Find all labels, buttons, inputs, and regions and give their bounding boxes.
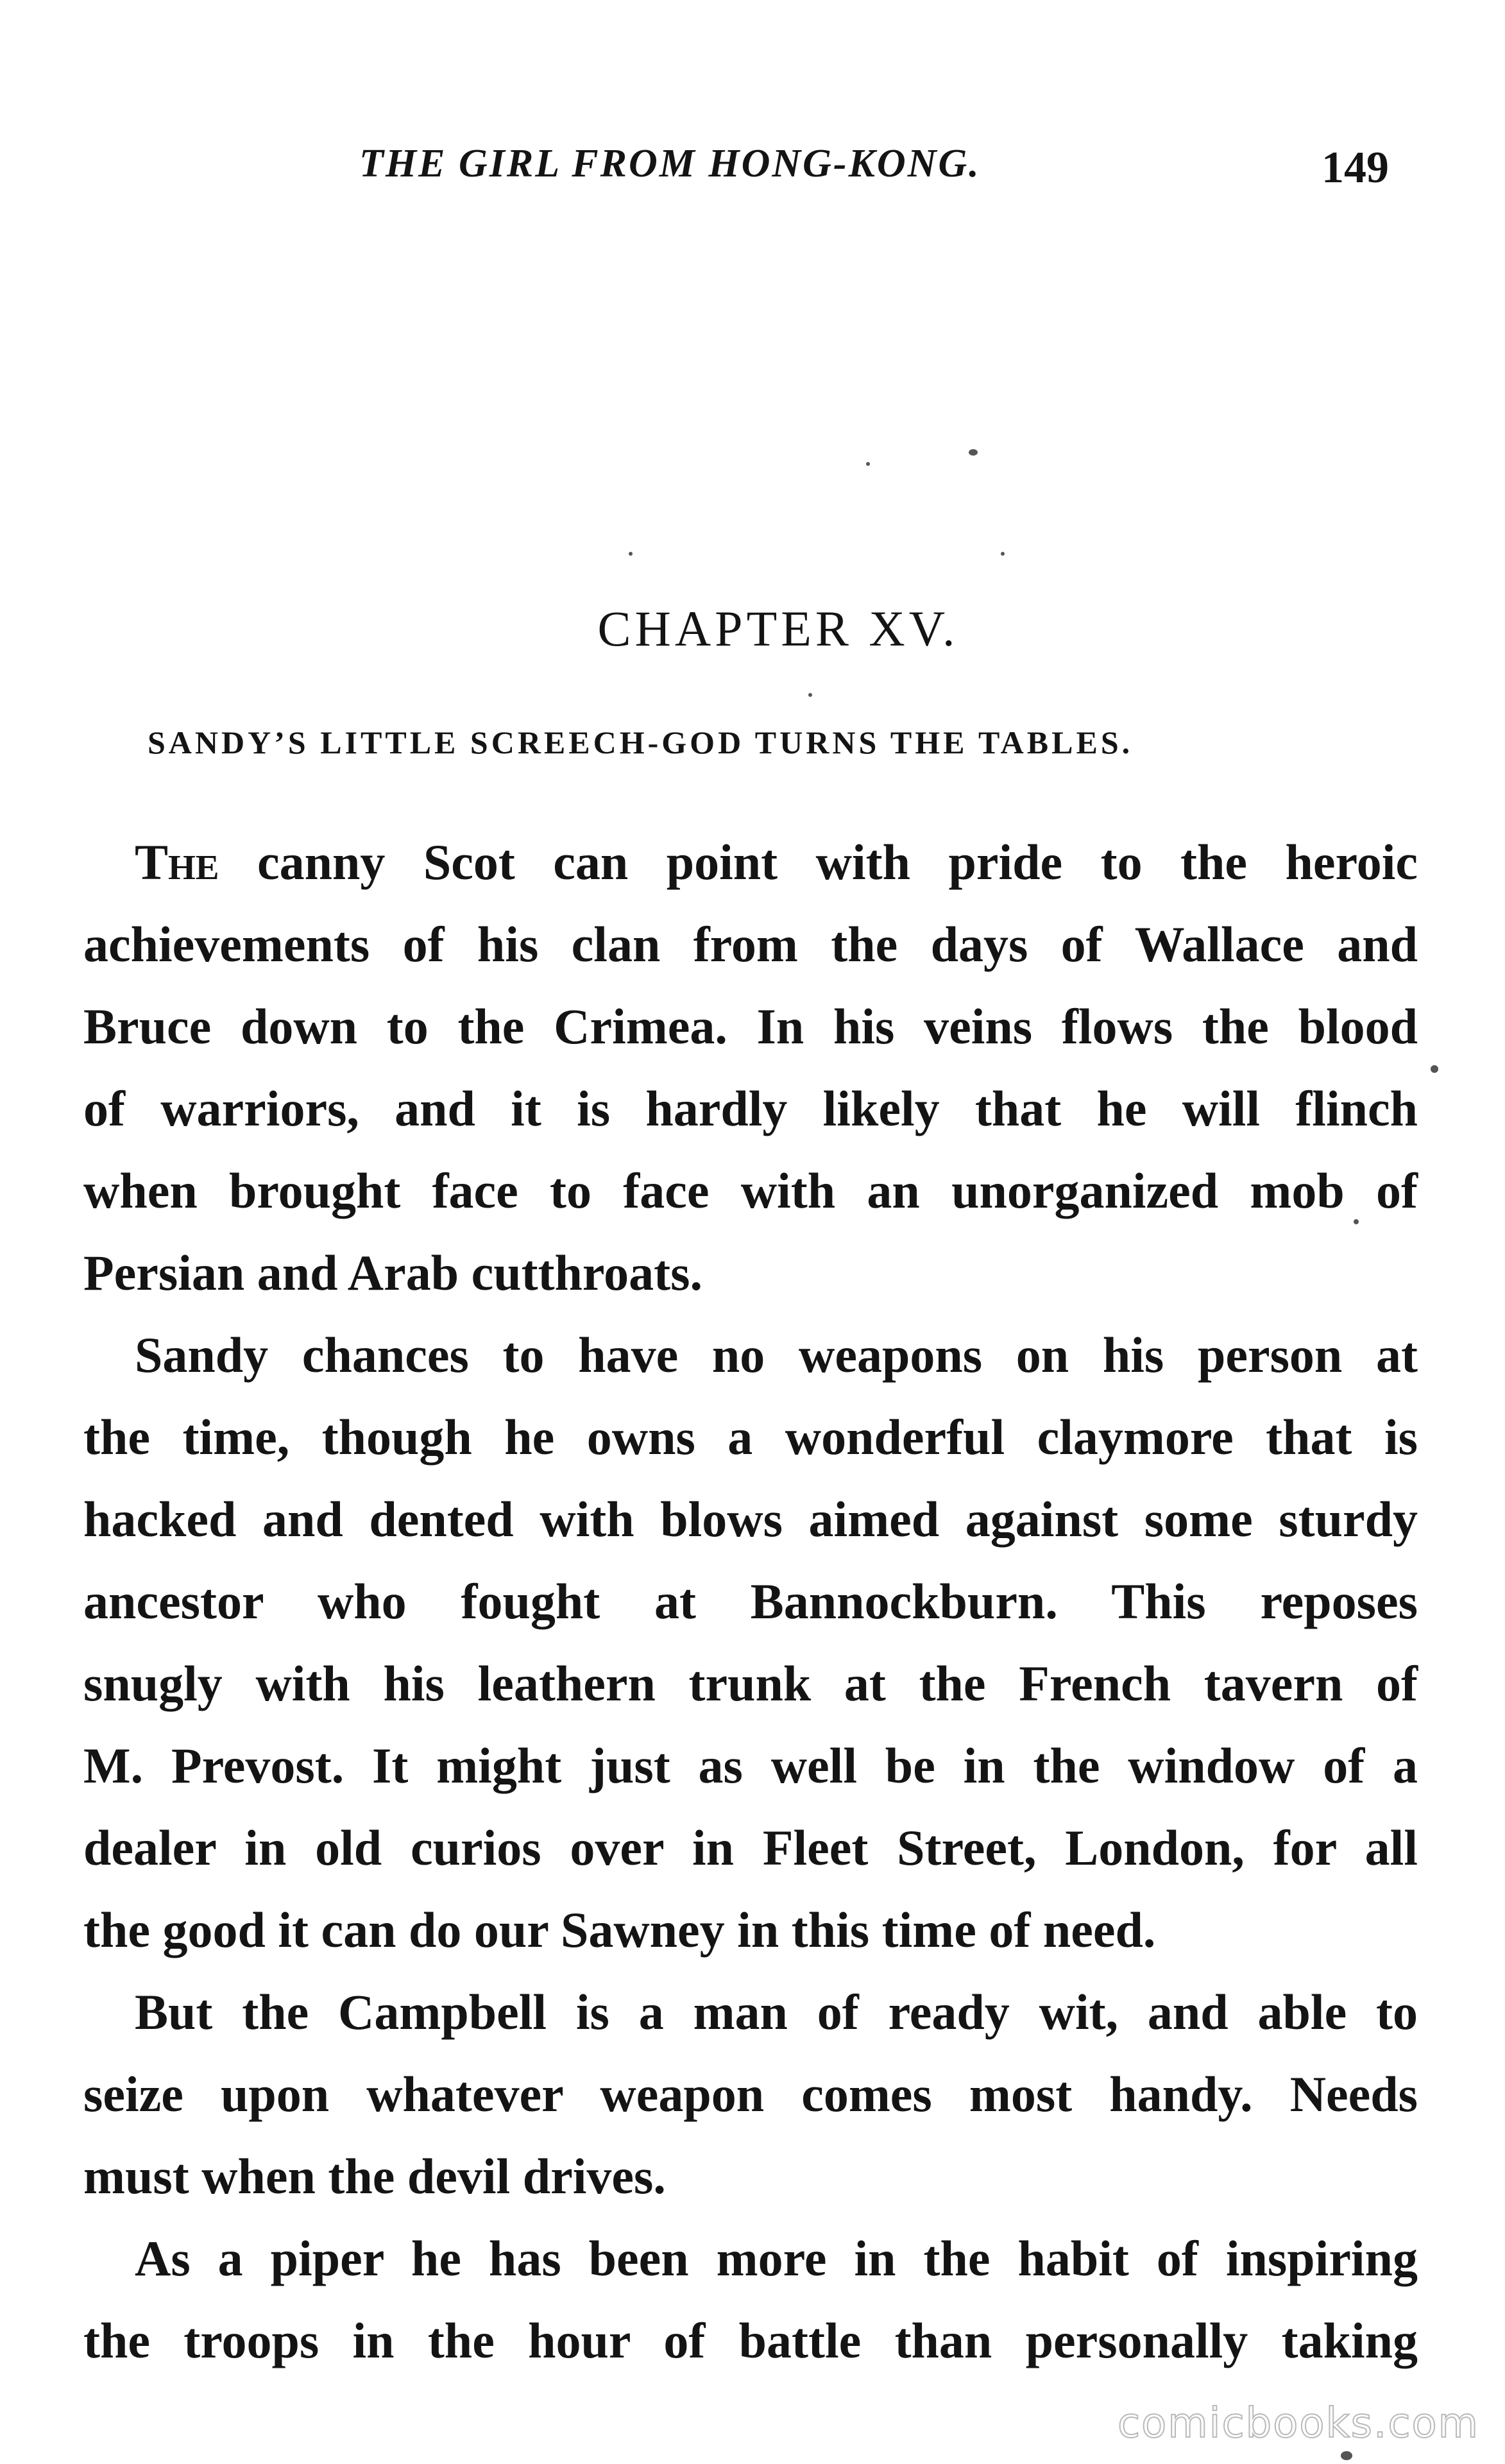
scan-speck [629, 552, 633, 556]
text-line: the time, though he owns a wonderful claymore that is [83, 1409, 1418, 1465]
running-title: THE GIRL FROM HONG-KONG. [359, 142, 981, 185]
text-line: hacked and dented with blows aimed against some sturdy [83, 1491, 1418, 1547]
body-text [83, 821, 1418, 2382]
watermark: comicbooks.com [1117, 2400, 1479, 2447]
paragraph-lead-word: The [135, 834, 219, 890]
scan-speck [808, 693, 812, 697]
text-line: the good it can do our Sawney in this time of need. [83, 1902, 1156, 1958]
scan-speck [969, 449, 978, 456]
text-line: achievements of his clan from the days of Wallace and [83, 916, 1418, 972]
text-line: seize upon whatever weapon comes most handy. Needs [83, 2066, 1418, 2122]
text-line: M. Prevost. It might just as well be in the window of a [83, 1738, 1418, 1793]
chapter-subtitle: SANDY’S LITTLE SCREECH-GOD TURNS THE TABLES. [148, 724, 1134, 760]
text-line: Sandy chances to have no weapons on his person at [135, 1327, 1418, 1383]
scan-speck [1341, 2451, 1352, 2460]
text-line: dealer in old curios over in Fleet Street, London, for all [83, 1820, 1418, 1876]
text-line: the troops in the hour of battle than personally taking [83, 2313, 1418, 2368]
text-line [83, 821, 1418, 903]
text-line: Bruce down to the Crimea. In his veins flows the blood [83, 998, 1418, 1054]
scan-speck [866, 462, 870, 466]
scan-speck [1354, 1219, 1359, 1224]
text-line: must when the devil drives. [83, 2148, 666, 2204]
text-line: As a piper he has been more in the habit of inspiring [135, 2230, 1418, 2286]
text-line: ancestor who fought at Bannockburn. This reposes [83, 1573, 1418, 1629]
text-line: of warriors, and it is hardly likely that he will flinch [83, 1081, 1418, 1136]
text-line: snugly with his leathern trunk at the French tavern of [83, 1656, 1418, 1711]
chapter-title: CHAPTER XV. [597, 601, 959, 656]
scan-speck [1431, 1065, 1438, 1073]
text-line: Persian and Arab cutthroats. [83, 1245, 702, 1301]
text-line: when brought face to face with an unorganized mob of [83, 1163, 1418, 1219]
text-line: But the Campbell is a man of ready wit, and able to [135, 1984, 1418, 2040]
text-line-content: canny Scot can point with pride to the heroic [257, 834, 1418, 890]
scan-speck [1001, 552, 1005, 556]
page-number: 149 [1322, 143, 1389, 193]
